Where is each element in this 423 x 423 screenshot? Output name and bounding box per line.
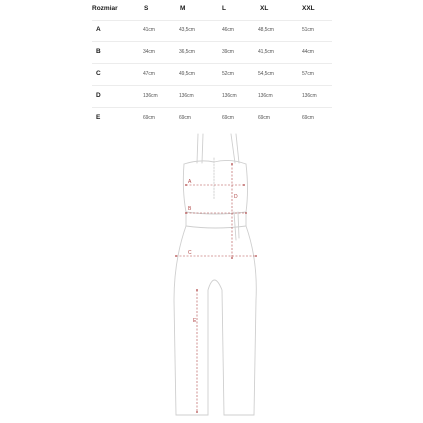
value-d-xl: 136cm bbox=[258, 93, 273, 99]
value-e-m: 69cm bbox=[179, 115, 191, 121]
value-d-s: 136cm bbox=[143, 93, 158, 99]
value-a-xxl: 51cm bbox=[302, 27, 314, 33]
measure-label-e: E bbox=[193, 318, 197, 324]
value-c-xl: 54,5cm bbox=[258, 71, 274, 77]
header-size-xxl: XXL bbox=[302, 5, 315, 12]
value-a-s: 41cm bbox=[143, 27, 155, 33]
value-c-s: 47cm bbox=[143, 71, 155, 77]
header-size-s: S bbox=[144, 5, 149, 12]
row-label-a: A bbox=[96, 26, 101, 33]
header-size-m: M bbox=[180, 5, 186, 12]
value-a-xl: 48,5cm bbox=[258, 27, 274, 33]
value-b-s: 34cm bbox=[143, 49, 155, 55]
value-b-xl: 41,5cm bbox=[258, 49, 274, 55]
row-label-d: D bbox=[96, 92, 101, 99]
value-c-m: 49,5cm bbox=[179, 71, 195, 77]
garment-outline bbox=[174, 134, 256, 415]
value-b-l: 39cm bbox=[222, 49, 234, 55]
measure-label-c: C bbox=[188, 250, 192, 256]
value-e-xxl: 69cm bbox=[302, 115, 314, 121]
value-b-m: 36,5cm bbox=[179, 49, 195, 55]
value-c-xxl: 57cm bbox=[302, 71, 314, 77]
value-e-s: 69cm bbox=[143, 115, 155, 121]
value-a-l: 46cm bbox=[222, 27, 234, 33]
value-e-xl: 69cm bbox=[258, 115, 270, 121]
row-label-e: E bbox=[96, 114, 101, 121]
header-size-xl: XL bbox=[260, 5, 269, 12]
value-a-m: 43,5cm bbox=[179, 27, 195, 33]
value-e-l: 69cm bbox=[222, 115, 234, 121]
value-d-l: 136cm bbox=[222, 93, 237, 99]
measure-label-a: A bbox=[188, 179, 192, 185]
header-size-l: L bbox=[222, 5, 226, 12]
header-label-rozmiar: Rozmiar bbox=[92, 5, 118, 12]
value-c-l: 52cm bbox=[222, 71, 234, 77]
measure-label-b: B bbox=[188, 206, 192, 212]
value-b-xxl: 44cm bbox=[302, 49, 314, 55]
value-d-xxl: 136cm bbox=[302, 93, 317, 99]
row-label-c: C bbox=[96, 70, 101, 77]
measure-arrowheads bbox=[175, 163, 257, 413]
value-d-m: 136cm bbox=[179, 93, 194, 99]
row-label-b: B bbox=[96, 48, 101, 55]
measure-label-d: D bbox=[234, 194, 238, 200]
measure-lines bbox=[176, 164, 256, 412]
